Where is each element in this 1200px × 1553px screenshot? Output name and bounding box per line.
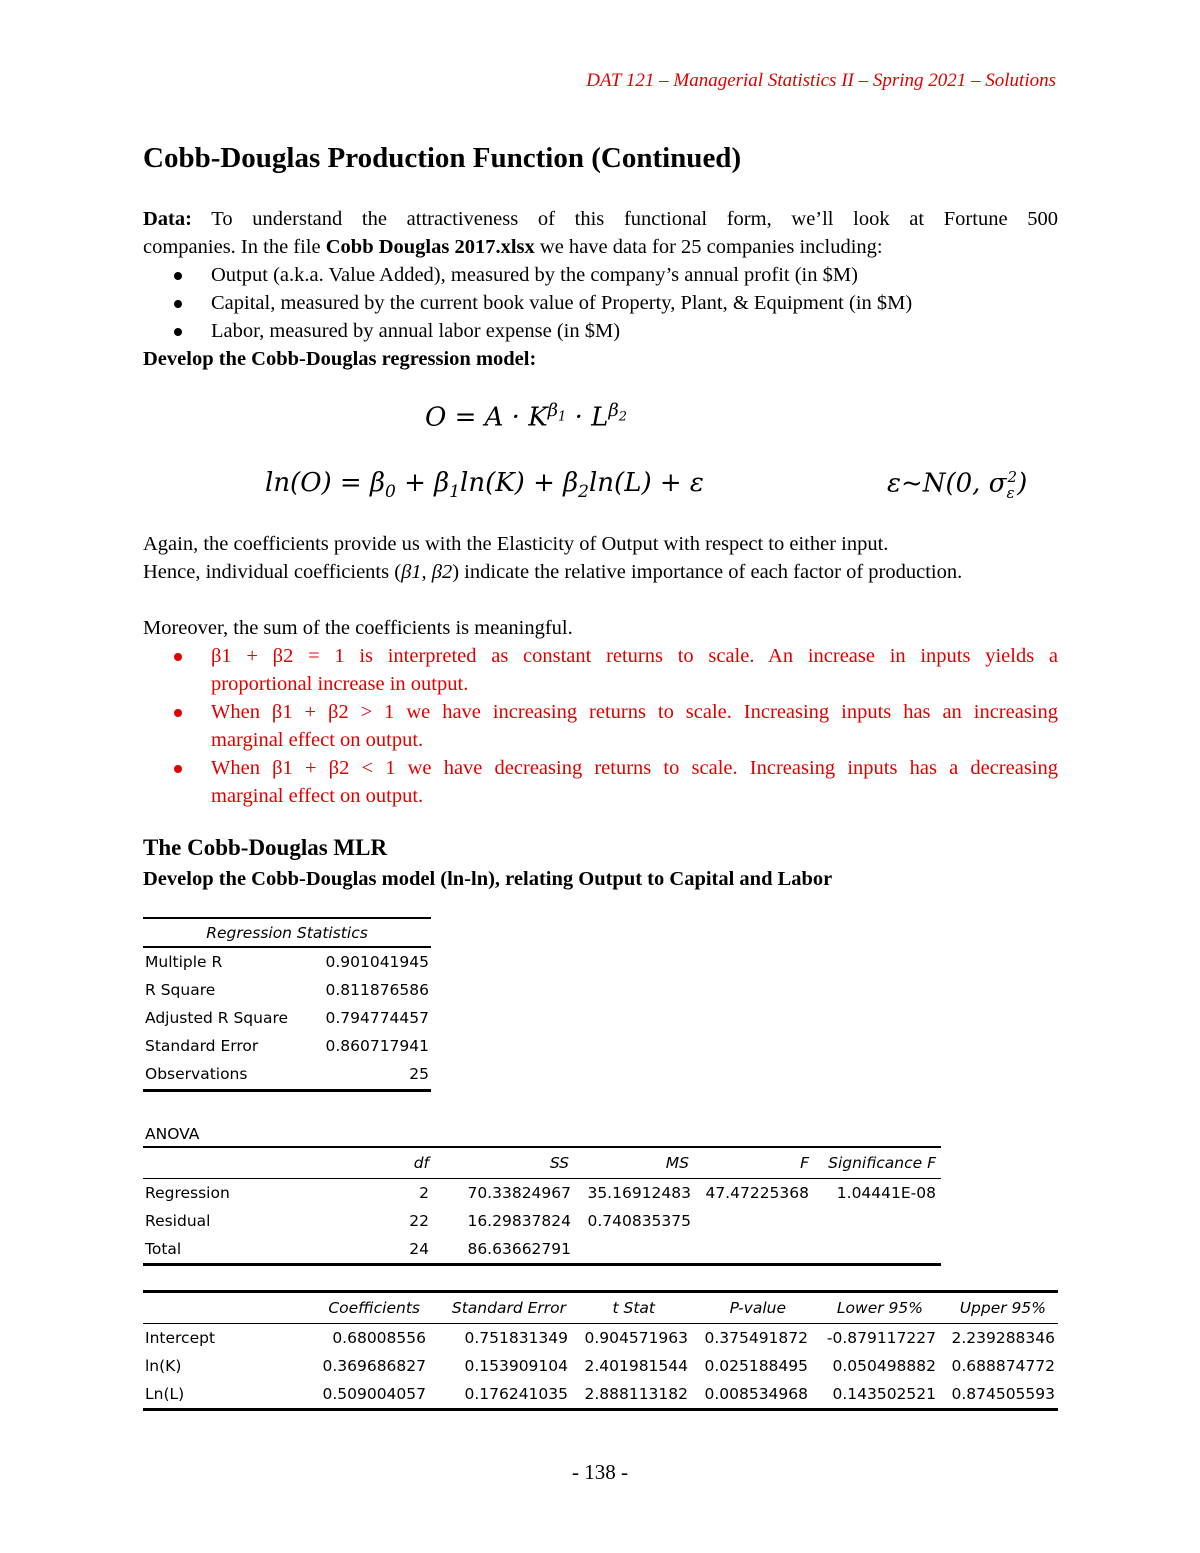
table-cell: 0.68008556 xyxy=(332,1329,426,1347)
data-label: Data: xyxy=(143,208,192,230)
column-header: F xyxy=(800,1154,809,1172)
list-item-line2: marginal effect on output. xyxy=(211,785,424,807)
anova-title: ANOVA xyxy=(145,1125,200,1143)
table-cell: 2.239288346 xyxy=(951,1329,1055,1347)
running-header: DAT 121 – Managerial Statistics II – Spring 2021 – Solutions xyxy=(586,70,1056,91)
column-header: MS xyxy=(665,1154,689,1172)
table-cell: 0.375491872 xyxy=(704,1329,808,1347)
stat-value: 0.794774457 xyxy=(325,1009,429,1027)
table-cell: 24 xyxy=(409,1240,429,1258)
table-header-row xyxy=(143,919,431,947)
develop-heading: Develop the Cobb-Douglas regression model: xyxy=(143,348,537,370)
table-rule xyxy=(143,1290,1058,1293)
again-line2-pre: Hence, individual coefficients ( xyxy=(143,561,402,583)
table-cell: 22 xyxy=(409,1212,429,1230)
data-line2-pre: companies. In the file xyxy=(143,236,326,258)
list-item-line1: When β1 + β2 < 1 we have decreasing returns to scale. Increasing inputs has a decreasing xyxy=(211,757,1058,779)
column-header: Lower 95% xyxy=(836,1299,923,1317)
table-cell: 0.025188495 xyxy=(704,1357,808,1375)
stat-value: 25 xyxy=(409,1065,429,1083)
row-label: Residual xyxy=(145,1212,211,1230)
table-cell: 86.63662791 xyxy=(467,1240,571,1258)
row-label: Total xyxy=(145,1240,182,1258)
stat-value: 0.860717941 xyxy=(325,1037,429,1055)
table-row xyxy=(143,1032,431,1060)
table-cell: 0.176241035 xyxy=(464,1385,568,1403)
bullet-icon xyxy=(174,653,182,661)
equation-3: ε~N(0, $\sigma_\varepsilon^2$) xyxy=(887,468,1028,502)
table-cell: 1.04441E-08 xyxy=(836,1184,936,1202)
list-item-line2: proportional increase in output. xyxy=(211,673,469,695)
list-item xyxy=(143,317,1058,345)
stat-label: Observations xyxy=(145,1065,248,1083)
row-label: ln(K) xyxy=(145,1357,182,1375)
table-cell: 0.874505593 xyxy=(951,1385,1055,1403)
column-header: Coefficients xyxy=(328,1299,420,1317)
mlr-heading: The Cobb-Douglas MLR xyxy=(143,835,388,860)
table-cell: 0.050498882 xyxy=(832,1357,936,1375)
data-line2-post: we have data for 25 companies including: xyxy=(534,236,883,258)
row-label: Intercept xyxy=(145,1329,216,1347)
table-row xyxy=(143,1235,941,1263)
list-item xyxy=(143,289,1058,317)
list-item-line1: β1 + β2 = 1 is interpreted as constant returns to scale. An increase in inputs yields a xyxy=(211,645,1058,667)
table-rule xyxy=(143,1089,431,1092)
stat-label: R Square xyxy=(145,981,216,999)
mlr-subheading: Develop the Cobb-Douglas model (ln-ln), relating Output to Capital and Labor xyxy=(143,868,833,890)
list-item xyxy=(143,698,1058,754)
stat-label: Standard Error xyxy=(145,1037,259,1055)
table-row xyxy=(143,1324,1058,1352)
list-item-text: Output (a.k.a. Value Added), measured by the company’s annual profit (in $M) xyxy=(211,264,858,286)
column-header: df xyxy=(413,1154,429,1172)
list-item-text: Capital, measured by the current book value of Property, Plant, & Equipment (in $M) xyxy=(211,292,913,314)
page-number: - 138 - xyxy=(572,1460,628,1484)
file-name: Cobb Douglas 2017.xlsx xyxy=(325,236,535,258)
column-header: P-value xyxy=(729,1299,786,1317)
table-cell: 2 xyxy=(419,1184,429,1202)
table-rule xyxy=(143,1408,1058,1411)
data-paragraph xyxy=(143,205,1058,233)
again-line1: Again, the coefficients provide us with the Elasticity of Output with respect to either input. xyxy=(143,533,889,555)
list-item xyxy=(143,642,1058,698)
bullet-icon xyxy=(174,709,182,717)
table-cell: 70.33824967 xyxy=(467,1184,571,1202)
table-cell: 2.401981544 xyxy=(584,1357,688,1375)
column-header: Standard Error xyxy=(451,1299,566,1317)
table-row xyxy=(143,948,431,976)
table-row xyxy=(143,1060,431,1088)
data-line1: To understand the attractiveness of this functional form, we’ll look at Fortune 500 xyxy=(211,208,1058,230)
table-cell: 47.47225368 xyxy=(705,1184,809,1202)
table-row xyxy=(143,1352,1058,1380)
table-rule xyxy=(143,1263,941,1266)
stat-label: Multiple R xyxy=(145,953,223,971)
bullet-icon xyxy=(174,272,182,280)
stat-value: 0.811876586 xyxy=(325,981,429,999)
table-cell: 0.751831349 xyxy=(464,1329,568,1347)
table-header-row xyxy=(143,1294,1058,1322)
again-line2-post: ) indicate the relative importance of each factor of production. xyxy=(452,561,963,583)
table-cell: -0.879117227 xyxy=(826,1329,936,1347)
returns-to-scale-list xyxy=(143,642,1058,810)
table-cell: 0.008534968 xyxy=(704,1385,808,1403)
list-item xyxy=(143,754,1058,810)
stat-label: Adjusted R Square xyxy=(145,1009,289,1027)
anova-title-row xyxy=(143,1120,941,1148)
table-cell: 35.16912483 xyxy=(587,1184,691,1202)
variable-list xyxy=(143,261,1058,345)
table-cell: 0.904571963 xyxy=(584,1329,688,1347)
table-row xyxy=(143,1207,941,1235)
list-item-text: Labor, measured by annual labor expense (in $M) xyxy=(211,320,621,342)
table-cell: 0.688874772 xyxy=(951,1357,1055,1375)
regression-stats-table xyxy=(143,917,431,1083)
column-header: Significance F xyxy=(828,1154,936,1172)
data-paragraph-line2 xyxy=(143,233,1058,261)
table-cell: 0.153909104 xyxy=(464,1357,568,1375)
bullet-icon xyxy=(174,328,182,336)
equation-2: $\ln(O) = \beta_0 + \beta_1\ln(K) + \beta_2\ln(L) + \varepsilon$ xyxy=(265,468,704,503)
beta-symbols: β1, β2 xyxy=(401,561,453,583)
table-row xyxy=(143,1004,431,1032)
table-row xyxy=(143,1380,1058,1408)
table-cell: 16.29837824 xyxy=(467,1212,571,1230)
table-row xyxy=(143,976,431,1004)
bullet-icon xyxy=(174,300,182,308)
table-rule xyxy=(143,1146,941,1148)
table-header: Regression Statistics xyxy=(206,924,368,942)
table-cell: 0.509004057 xyxy=(322,1385,426,1403)
list-item-line1: When β1 + β2 > 1 we have increasing returns to scale. Increasing inputs has an increasing xyxy=(211,701,1058,723)
table-cell: 0.740835375 xyxy=(587,1212,691,1230)
again-line2 xyxy=(143,558,1058,586)
equation-1: $O = A \cdot K^{\beta_1} \cdot L^{\beta_2}$ xyxy=(425,400,628,433)
moreover-text: Moreover, the sum of the coefficients is meaningful. xyxy=(143,617,573,639)
table-cell: 0.369686827 xyxy=(322,1357,426,1375)
column-header: SS xyxy=(549,1154,569,1172)
table-header-row xyxy=(143,1149,941,1177)
table-cell: 0.143502521 xyxy=(832,1385,936,1403)
stat-value: 0.901041945 xyxy=(325,953,429,971)
table-row xyxy=(143,1179,941,1207)
row-label: Regression xyxy=(145,1184,230,1202)
column-header: t Stat xyxy=(612,1299,655,1317)
row-label: Ln(L) xyxy=(145,1385,185,1403)
bullet-icon xyxy=(174,765,182,773)
table-cell: 2.888113182 xyxy=(584,1385,688,1403)
list-item xyxy=(143,261,1058,289)
page-title: Cobb-Douglas Production Function (Continued) xyxy=(143,142,742,174)
list-item-line2: marginal effect on output. xyxy=(211,729,424,751)
column-header: Upper 95% xyxy=(959,1299,1046,1317)
anova-table xyxy=(143,1120,941,1258)
